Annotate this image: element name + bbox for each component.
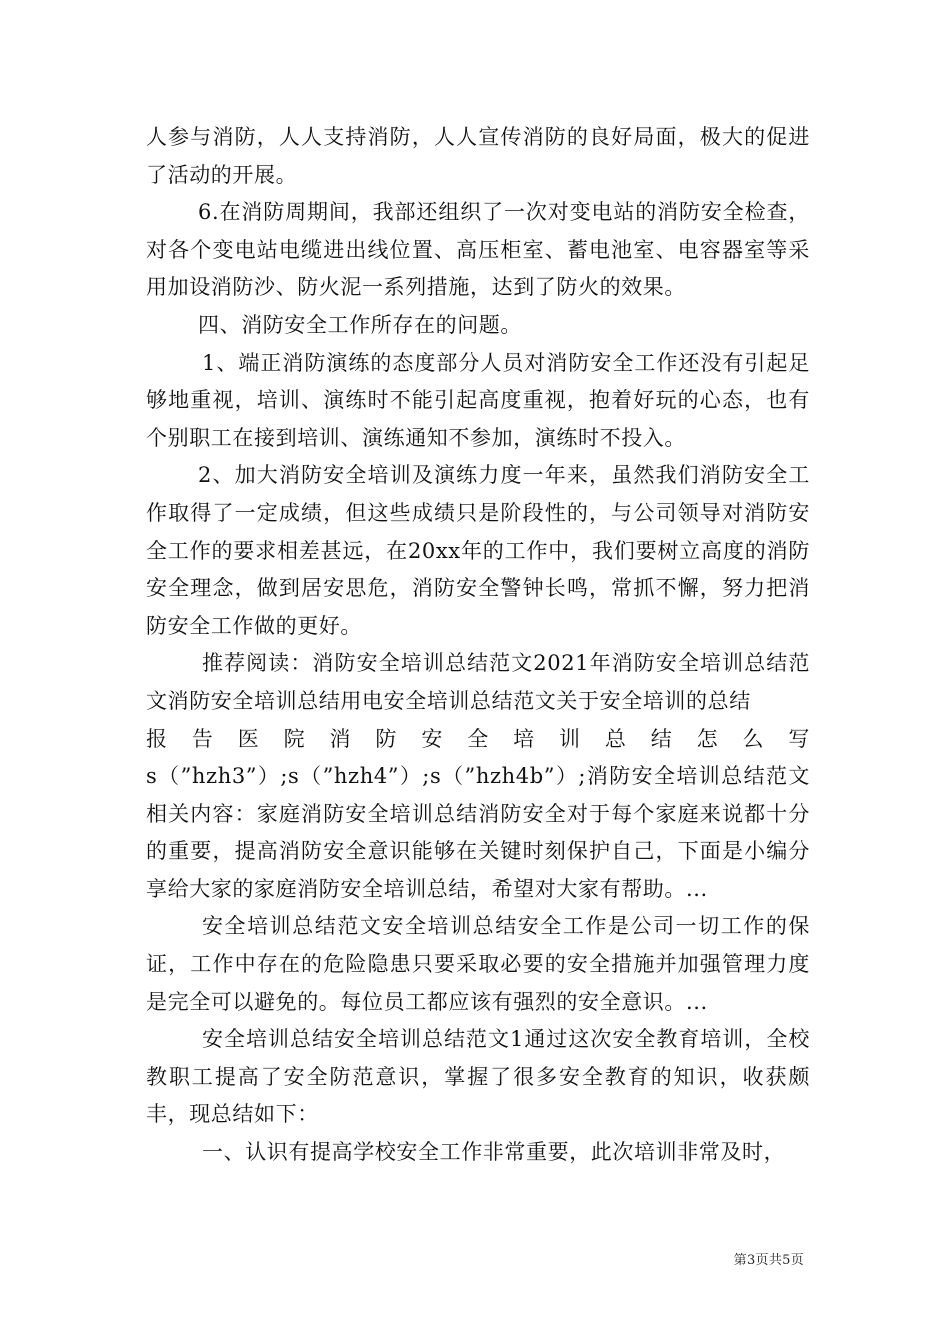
paragraph-recommended-reading: 推荐阅读：消防安全培训总结范文2021年消防安全培训总结范文消防安全培训总结用电安全培训总结范文关于安全培训的总结 (146, 651, 810, 713)
paragraph-safety-training-summary: 安全培训总结范文安全培训总结安全工作是公司一切工作的保证，工作中存在的危险隐患只要采取必要的安全措施并加强管理力度是完全可以避免的。每位员工都应该有强烈的安全意识。... (146, 914, 810, 1014)
page-number: 第3页共5页 (733, 1253, 804, 1268)
paragraph-item-6: 6.在消防周期间，我部还组织了一次对变电站的消防安全检查，对各个变电站电缆进出线位置、高压柜室、蓄电池室、电容器室等采用加设消防沙、防火泥一系列措施，达到了防火的效果。 (146, 200, 810, 300)
paragraph-recommended-spread: 报告医院消防安全培训总结怎么写 (146, 726, 810, 751)
paragraph-related-content: s（”hzh3”）;s（”hzh4”）;s（”hzh4b”）;消防安全培训总结范文相关内容：家庭消防安全培训总结消防安全对于每个家庭来说都十分的重要，提高消防安全意识能够在关键时刻保护自己，下面是小编分享给大家的家庭消防安全培训总结，希望对大家有帮助。... (146, 764, 810, 901)
paragraph-problem-1: 1、端正消防演练的态度部分人员对消防安全工作还没有引起足够地重视，培训、演练时不能引起高度重视，抱着好玩的心态，也有个别职工在接到培训、演练通知不参加，演练时不投入。 (146, 350, 810, 450)
body-text (146, 119, 810, 1172)
section-heading-4: 四、消防安全工作所存在的问题。 (198, 312, 522, 337)
paragraph-safety-training-summary-1: 安全培训总结安全培训总结范文1通过这次安全教育培训，全校教职工提高了安全防范意识，掌握了很多安全教育的知识，收获颇丰，现总结如下： (146, 1027, 810, 1127)
paragraph-continuation: 人参与消防，人人支持消防，人人宣传消防的良好局面，极大的促进了活动的开展。 (146, 125, 810, 187)
paragraph-section-1: 一、认识有提高学校安全工作非常重要，此次培训非常及时， (202, 1140, 786, 1165)
paragraph-problem-2: 2、加大消防安全培训及演练力度一年来，虽然我们消防安全工作取得了一定成绩，但这些成绩只是阶段性的，与公司领导对消防安全工作的要求相差甚远，在20xx年的工作中，我们要树立高度的消防安全理念，做到居安思危，消防安全警钟长鸣，常抓不懈，努力把消防安全工作做的更好。 (146, 463, 810, 638)
